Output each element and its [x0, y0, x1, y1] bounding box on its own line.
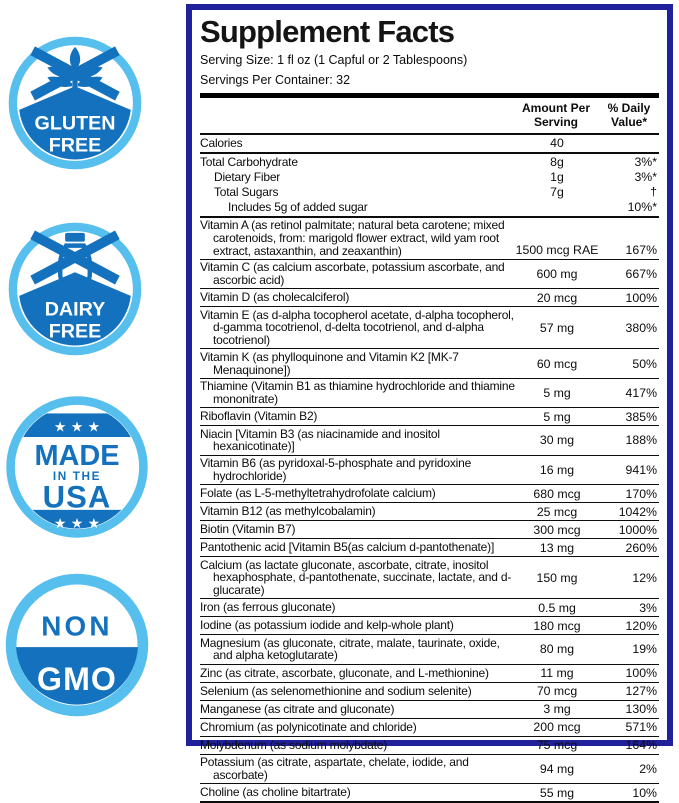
nutrient-amount: 57 mg: [539, 320, 575, 335]
nutrient-dv: 1000%: [618, 522, 657, 537]
nutrient-amount: 94 mg: [539, 761, 575, 776]
nutrient-name: Niacin [Vitamin B3 (as niacinamide and inositol hexanicotinate)]: [200, 426, 440, 454]
nutrient-amount: 5 mg: [543, 409, 571, 424]
nutrient-row: [200, 736, 659, 754]
usa-text-made: MADE: [34, 439, 120, 472]
calories-label: Calories: [200, 135, 243, 150]
nutrient-dv: 120%: [625, 618, 657, 633]
dairy-free-icon: [6, 220, 144, 358]
nutrient-row: [200, 556, 659, 598]
nutrient-amount: 11 mg: [540, 666, 574, 681]
nutrient-name: Folate (as L-5-methyltetrahydrofolate calcium): [200, 486, 436, 501]
nutrient-dv: 571%: [625, 720, 657, 735]
nutrient-row: [200, 200, 659, 215]
nutrient-name: Magnesium (as gluconate, citrate, malate, taurinate, oxide, and alpha ketoglutarate): [200, 635, 500, 663]
nutrient-name: Choline (as choline bitartrate): [200, 785, 351, 800]
nutrient-amount: 70 mcg: [536, 684, 578, 699]
nutrient-dv: 417%: [625, 386, 657, 400]
non-gmo-badge: [2, 570, 152, 720]
dairy-free-text-top: DAIRY: [44, 298, 106, 321]
nutrient-dv: 2%: [639, 761, 657, 776]
nutrient-name: Vitamin E (as d-alpha tocopherol acetate, d-alpha tocopherol, d-gamma tocotrienol, d-delta tocotrienol, and d-alpha tocotrienol): [200, 307, 514, 348]
usa-stars-bottom: ★ ★ ★: [53, 516, 101, 533]
nutrient-row: [200, 754, 659, 783]
nutrient-name: Potassium (as citrate, aspartate, chelate, iodide, and ascorbate): [200, 755, 469, 782]
gluten-free-badge: [6, 34, 144, 172]
nutrient-row: [200, 538, 659, 556]
nutrient-row: [200, 185, 659, 200]
nutrient-amount: 55 mg: [539, 785, 575, 800]
usa-stars-top: ★ ★ ★: [53, 419, 101, 436]
dairy-free-badge: [6, 220, 144, 358]
nutrient-amount: 150 mg: [536, 570, 578, 585]
nutrient-name: Iron (as ferrous gluconate): [200, 600, 336, 615]
nutrient-row: [200, 502, 659, 520]
nutrient-name: Thiamine (Vitamin B1 as thiamine hydrochloride and thiamine mononitrate): [200, 379, 515, 406]
non-gmo-text-top: NON: [41, 610, 113, 642]
dairy-free-text-bottom: FREE: [48, 320, 102, 343]
nutrient-amount: 30 mg: [539, 433, 575, 448]
nutrient-amount: 5 mg: [543, 386, 571, 400]
calories-amount: 40: [550, 136, 564, 151]
nutrient-row: [200, 700, 659, 718]
nutrient-name: Zinc (as citrate, ascorbate, gluconate, and L-methionine): [200, 665, 489, 680]
panel-title: Supplement Facts: [200, 14, 455, 49]
column-header-row: [200, 98, 659, 135]
nutrient-name: Vitamin B6 (as pyridoxal-5-phosphate and pyridoxine hydrochloride): [200, 456, 472, 483]
nutrient-name: Total Sugars: [214, 184, 279, 199]
nutrient-amount: 80 mg: [539, 642, 575, 657]
nutrient-amount: 300 mcg: [533, 522, 581, 537]
nutrient-name: Riboflavin (Vitamin B2): [200, 409, 318, 424]
nutrient-amount: 3 mg: [543, 702, 571, 717]
nutrient-row: [200, 634, 659, 663]
nutrient-dv: 167%: [625, 243, 657, 258]
nutrient-section: [200, 218, 659, 803]
usa-text-in-the: IN THE: [52, 469, 102, 483]
nutrient-amount: 13 mg: [539, 540, 575, 555]
nutrient-dv: 100%: [625, 290, 657, 305]
servings-per-container-text: Servings Per Container: 32: [200, 73, 351, 87]
nutrient-amount: 1g: [550, 170, 564, 185]
nutrient-dv: 127%: [625, 684, 657, 699]
nutrient-name: Chromium (as polynicotinate and chloride): [200, 719, 417, 734]
gluten-free-text-bottom: FREE: [48, 134, 102, 157]
nutrient-name: Vitamin B12 (as methylcobalamin): [200, 504, 376, 519]
nutrient-name: Selenium (as selenomethionine and sodium selenite): [200, 683, 472, 698]
nutrient-dv: 10%: [632, 785, 657, 800]
nutrient-row: [200, 455, 659, 484]
nutrient-name: Dietary Fiber: [214, 169, 281, 184]
nutrient-dv: 100%: [625, 666, 657, 681]
nutrient-dv: 3%*: [634, 155, 657, 170]
nutrient-name: Manganese (as citrate and gluconate): [200, 701, 395, 716]
nutrient-name: Biotin (Vitamin B7): [200, 522, 296, 537]
nutrient-row: [200, 259, 659, 288]
nutrient-name: Vitamin A (as retinol palmitate; natural beta carotene; mixed carotenoids, from: marigold flower extract, wild yam root extract, astaxanthin, and zeaxanthin): [200, 218, 505, 258]
nutrient-amount: 20 mcg: [536, 290, 578, 305]
nutrient-dv: 50%: [632, 356, 657, 371]
made-in-usa-icon: [2, 392, 152, 542]
nutrient-name: Vitamin C (as calcium ascorbate, potassium ascorbate, and ascorbic acid): [200, 260, 505, 287]
nutrient-name: Iodine (as potassium iodide and kelp-whole plant): [200, 618, 454, 633]
nutrient-dv: 3%: [639, 600, 657, 615]
nutrient-row: [200, 425, 659, 454]
nutrient-amount: 7g: [550, 185, 564, 200]
nutrient-row: [200, 484, 659, 502]
nutrient-dv: 1042%: [618, 504, 657, 519]
nutrient-dv: 667%: [625, 266, 657, 281]
nutrient-dv: †: [650, 185, 657, 200]
nutrient-name: Includes 5g of added sugar: [228, 199, 368, 214]
nutrient-row: [200, 520, 659, 538]
nutrient-dv: 12%: [632, 570, 657, 585]
nutrient-amount: 16 mg: [539, 462, 575, 477]
nutrient-row: [200, 155, 659, 170]
nutrient-name: Molybdenum (as sodium molybdate): [200, 737, 388, 752]
nutrient-row: [200, 378, 659, 407]
nutrient-dv: 188%: [625, 433, 657, 448]
column-header-amount: Amount Per Serving: [521, 101, 590, 129]
nutrient-dv: 164%: [625, 738, 657, 753]
nutrient-dv: 170%: [625, 486, 657, 501]
nutrient-dv: 3%*: [634, 170, 657, 185]
nutrient-amount: 1500 mcg RAE: [515, 243, 599, 258]
nutrient-row: [200, 718, 659, 736]
made-in-usa-badge: [2, 392, 152, 542]
nutrient-amount: 680 mcg: [533, 486, 581, 501]
nutrient-row: [200, 598, 659, 616]
nutrient-dv: 19%: [632, 642, 657, 657]
nutrient-dv: 380%: [625, 320, 657, 335]
usa-text-usa: USA: [42, 479, 112, 515]
nutrient-row: [200, 348, 659, 377]
nutrient-name: Vitamin D (as cholecalciferol): [200, 290, 350, 305]
nutrient-row: [200, 306, 659, 348]
gluten-free-icon: [6, 34, 144, 172]
nutrient-amount: 180 mcg: [533, 618, 581, 633]
calories-row: [200, 135, 659, 152]
nutrient-row: [200, 616, 659, 634]
serving-size-text: Serving Size: 1 fl oz (1 Capful or 2 Tablespoons): [200, 53, 468, 67]
non-gmo-icon: [2, 570, 152, 720]
nutrient-row: [200, 218, 659, 259]
macronutrient-section: [200, 152, 659, 218]
nutrient-name: Pantothenic acid [Vitamin B5(as calcium d-pantothenate)]: [200, 540, 495, 555]
nutrient-name: Total Carbohydrate: [200, 154, 298, 169]
nutrient-name: Calcium (as lactate gluconate, ascorbate, citrate, inositol hexaphosphate, d-pantothenate, succinate, lactate, and d-glucarate): [200, 557, 512, 598]
nutrient-name: Vitamin K (as phylloquinone and Vitamin K2 [MK-7 Menaquinone]): [200, 349, 459, 377]
nutrient-dv: 260%: [625, 540, 657, 555]
nutrient-dv: 385%: [625, 409, 657, 424]
nutrient-row: [200, 783, 659, 801]
nutrient-amount: 8g: [550, 155, 564, 170]
nutrient-row: [200, 407, 659, 425]
nutrient-row: [200, 288, 659, 306]
nutrient-amount: 600 mg: [536, 266, 578, 281]
nutrient-amount: 200 mcg: [533, 720, 581, 735]
supplement-facts-panel: [186, 4, 673, 800]
gluten-free-text-top: GLUTEN: [34, 112, 116, 135]
nutrient-dv: 10%*: [627, 200, 657, 215]
nutrient-row: [200, 170, 659, 185]
nutrient-row: [200, 682, 659, 700]
nutrient-row: [200, 664, 659, 682]
nutrient-amount: 75 mcg: [536, 738, 578, 753]
nutrient-amount: 25 mcg: [536, 504, 578, 519]
nutrient-amount: 0.5 mg: [538, 600, 576, 615]
nutrient-dv: 941%: [625, 462, 657, 477]
nutrient-dv: 130%: [625, 702, 657, 717]
column-header-daily-value: % Daily Value*: [607, 101, 651, 129]
nutrient-amount: 60 mcg: [536, 356, 578, 371]
non-gmo-text-bottom: GMO: [37, 661, 117, 697]
